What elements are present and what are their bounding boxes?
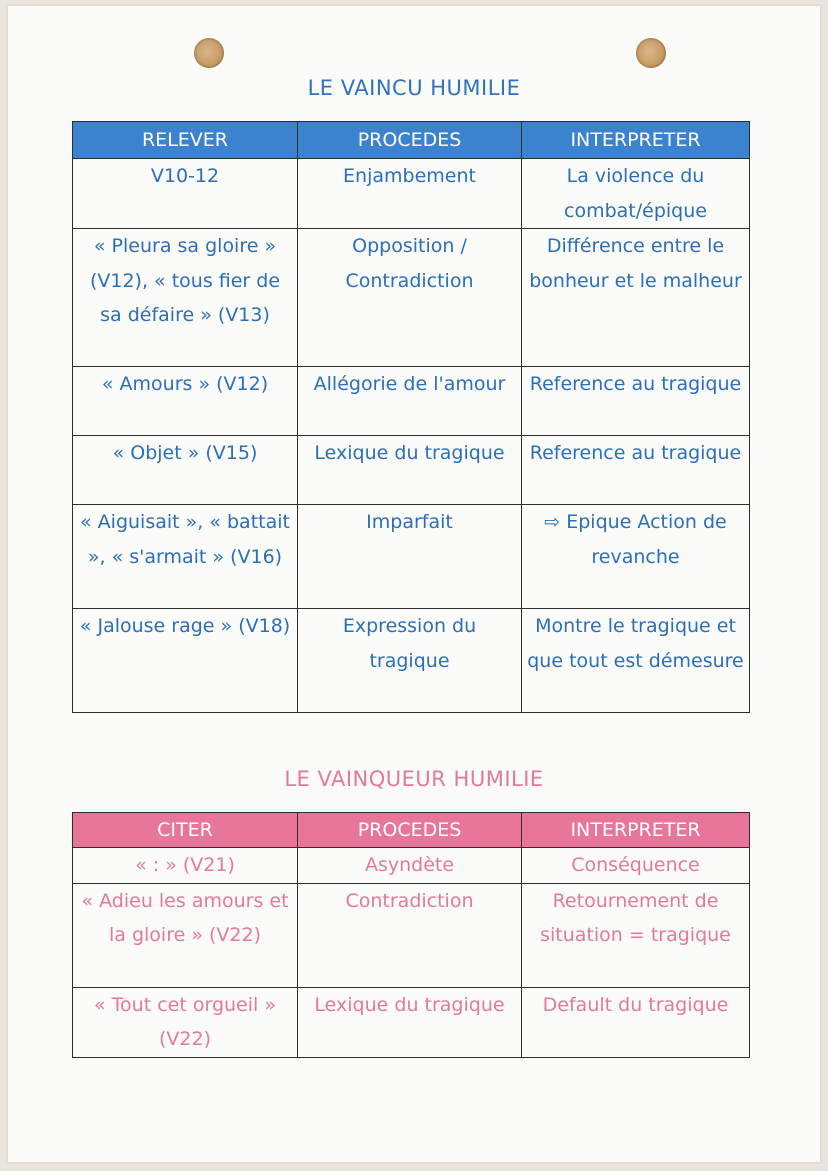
- table-row: [73, 159, 750, 229]
- table-row: [73, 883, 750, 987]
- table-row: [73, 848, 750, 884]
- table-row: [73, 987, 750, 1057]
- cell-quote: « Amours » (V12): [73, 367, 298, 436]
- table-row: [73, 436, 750, 505]
- cell-quote: V10-12: [73, 159, 298, 229]
- table-row: [73, 505, 750, 609]
- table-row: [73, 229, 750, 367]
- punch-hole-left: [194, 38, 224, 68]
- header-interpreter: INTERPRETER: [522, 813, 750, 848]
- section-title-vaincu: LE VAINCU HUMILIE: [307, 76, 521, 100]
- cell-interpretation: Reference au tragique: [522, 367, 750, 436]
- cell-quote: « Jalouse rage » (V18): [73, 609, 298, 713]
- cell-interpretation: Retournement de situation = tragique: [522, 883, 750, 987]
- table-header-row: [73, 813, 750, 848]
- cell-quote: « Objet » (V15): [73, 436, 298, 505]
- cell-interpretation: La violence du combat/épique: [522, 159, 750, 229]
- cell-quote: « Tout cet orgueil » (V22): [73, 987, 298, 1057]
- cell-procede: Lexique du tragique: [298, 436, 522, 505]
- table-row: [73, 609, 750, 713]
- cell-procede: Expression du tragique: [298, 609, 522, 713]
- section-title-vainqueur: LE VAINQUEUR HUMILIE: [284, 767, 544, 791]
- cell-quote: « : » (V21): [73, 848, 298, 884]
- punch-hole-right: [636, 38, 666, 68]
- header-citer: CITER: [73, 813, 298, 848]
- cell-procede: Contradiction: [298, 883, 522, 987]
- cell-procede: Opposition / Contradiction: [298, 229, 522, 367]
- header-interpreter: INTERPRETER: [522, 122, 750, 159]
- header-procedes: PROCEDES: [298, 813, 522, 848]
- header-procedes: PROCEDES: [298, 122, 522, 159]
- cell-quote: « Pleura sa gloire » (V12), « tous fier de sa défaire » (V13): [73, 229, 298, 367]
- cell-quote: « Adieu les amours et la gloire » (V22): [73, 883, 298, 987]
- cell-interpretation: Montre le tragique et que tout est démesure: [522, 609, 750, 713]
- cell-interpretation: Default du tragique: [522, 987, 750, 1057]
- cell-interpretation: ⇨ Epique Action de revanche: [522, 505, 750, 609]
- cell-interpretation: Reference au tragique: [522, 436, 750, 505]
- table-vainqueur: [72, 812, 750, 1058]
- table-vaincu: [72, 121, 750, 713]
- table-header-row: [73, 122, 750, 159]
- cell-procede: Allégorie de l'amour: [298, 367, 522, 436]
- cell-interpretation: Différence entre le bonheur et le malheur: [522, 229, 750, 367]
- cell-procede: Enjambement: [298, 159, 522, 229]
- header-releve: RELEVER: [73, 122, 298, 159]
- cell-procede: Imparfait: [298, 505, 522, 609]
- cell-procede: Asyndète: [298, 848, 522, 884]
- table-row: [73, 367, 750, 436]
- cell-procede: Lexique du tragique: [298, 987, 522, 1057]
- cell-quote: « Aiguisait », « battait », « s'armait » (V16): [73, 505, 298, 609]
- cell-interpretation: Conséquence: [522, 848, 750, 884]
